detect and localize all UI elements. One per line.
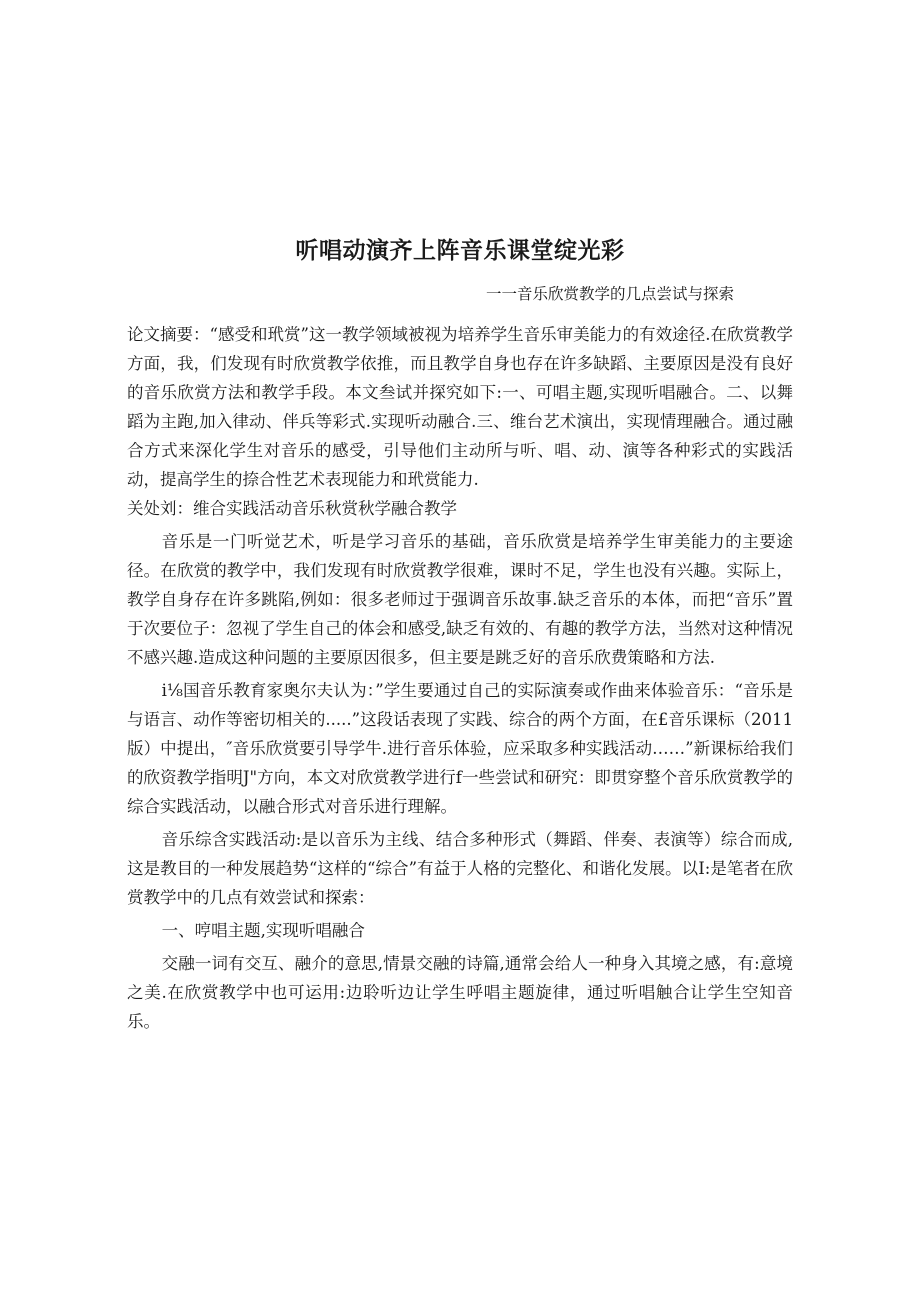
document-body [127, 320, 793, 1036]
body-paragraph: 音乐综含实践活动:是以音乐为主线、结合多种形式（舞蹈、伴奏、表演等）综合而成,这是教目的一种发展趋势“这样的“综合”有益于人格的完整化、和谐化发展。以I:是笔者在欣赏教学中的几点有效尝试和探索： [127, 830, 793, 907]
document-title: 听唱动演齐上阵音乐课堂绽光彩 [295, 238, 625, 264]
document-subtitle: 一一音乐欣赏教学的几点尝试与探索 [486, 285, 735, 303]
body-paragraph: 音乐是一门听觉艺术，听是学习音乐的基础，音乐欣赏是培养学生审美能力的主要途径。在欣赏的教学中，我们发现有时欣赏教学很难，课时不足，学生也没有兴趣。实际上，教学自身存在许多跳陷,例如：很多老师过于强调音乐故事.缺乏音乐的本体，而把“音乐”置于次要位子：忽视了学生自己的体会和感受,缺乏有效的、有趣的教学方法，当然对这种情况不感兴趣.造成这种问题的主要原因很多，但主要是跳乏好的音乐欣费策略和方法. [127, 532, 793, 667]
body-paragraph: 交融一词有交互、融介的意思,情景交融的诗篇,通常会给人一种身入其境之感，有:意境之美.在欣赏教学中也可运用:边聆听边让学生呼唱主题旋律，通过听唱触合让学生空知音乐。 [127, 954, 793, 1031]
keywords-line: 关处刘：维合实践活动音乐秋赏秋学融合教学 [127, 499, 457, 518]
body-paragraph: i⅛国音乐教育家奥尔夫认为：”学生要通过自己的实际演奏或作曲来体验音乐：“音乐是与语言、动作等密切相关的.....”这段话表现了实践、综合的两个方面，在£音乐课标（2011版）中提出，″音乐欣赏要引导学牛.进行音乐体验，应采取多种实践活动……”新课标给我们的欣资教学指明J"方向，本文对欣赏教学进行f一些尝试和研究：即贯穿整个音乐欣赏教学的综合实践活动，以融合形式对音乐进行理解。 [127, 681, 793, 816]
abstract-paragraph: 论文摘要：“感受和玳赏”这一教学领域被视为培养学生音乐审美能力的有效途径.在欣赏教学方面，我，们发现有时欣赏教学依推，而且教学自身也存在许多缺蹈、主要原因是没有良好的音乐欣赏方法和教学手段。本文叁试并探究如下:一、可唱主题,实现听唱融合。二、以舞蹈为主跑,加入律动、伴兵等彩式.实现听动融合.三、维台艺术演出，实现情理融合。通过融合方式来深化学生对音乐的感受，引导他们主动所与听、唱、动、演等各种彩式的实践活动，提高学生的捺合性艺术表现能力和玳赏能力. [127, 325, 793, 489]
section-heading: 一、哼唱主题,实现听唱融合 [161, 921, 365, 940]
